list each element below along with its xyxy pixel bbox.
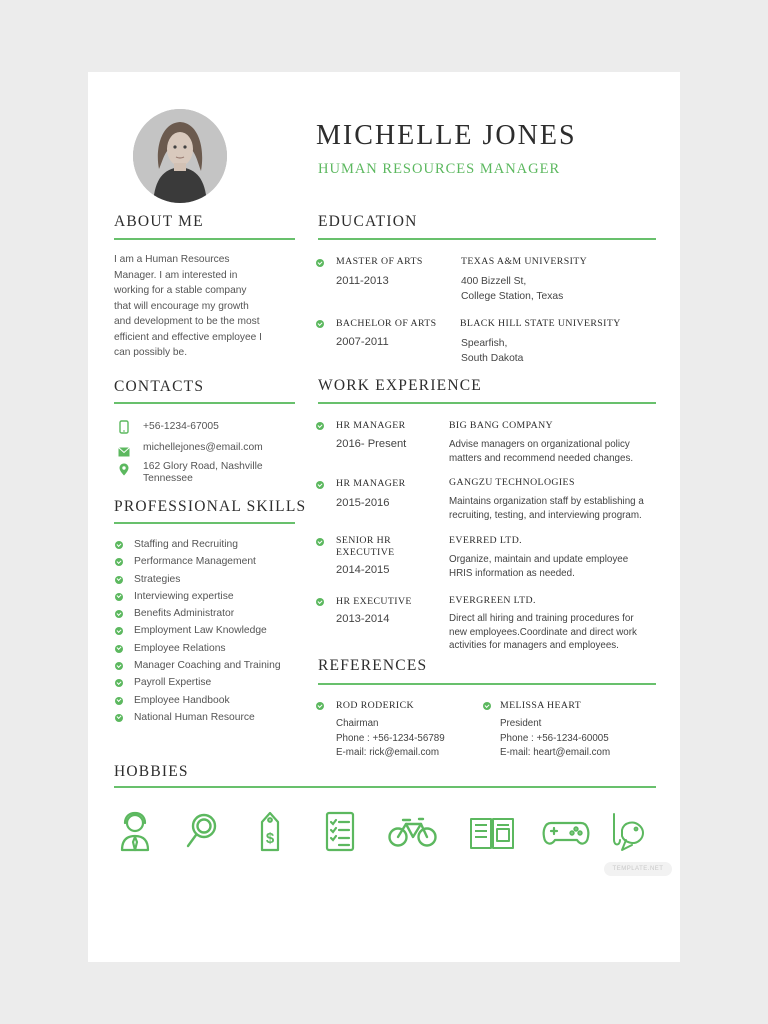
job-description (449, 438, 633, 465)
job-years: 2015-2016 (336, 497, 390, 509)
check-icon (115, 645, 123, 653)
book-icon (468, 810, 518, 854)
checklist-icon (318, 810, 368, 854)
gamepad-icon (541, 810, 591, 854)
list-item (114, 590, 304, 607)
desc-line: Organize, maintain and update employee (449, 554, 629, 565)
about-line: efficient and effective employee I (114, 331, 263, 343)
references-title: REFERENCES (318, 657, 428, 674)
check-icon (316, 538, 324, 546)
check-icon (316, 320, 324, 328)
work-rule (318, 402, 656, 404)
list-item (114, 538, 304, 555)
desc-line: recruiting, testing, and interviewing program. (449, 509, 642, 521)
reference-phone[interactable]: Phone : +56-1234-56789 (336, 732, 445, 744)
contact-phone[interactable]: +56-1234-67005 (143, 421, 219, 432)
job-company: BIG BANG COMPANY (449, 420, 554, 431)
reference-name: ROD RODERICK (336, 700, 415, 711)
hobbies-title: HOBBIES (114, 763, 189, 780)
job-description (449, 495, 644, 522)
about-title: ABOUT ME (114, 213, 204, 230)
job-title (336, 420, 406, 432)
check-icon (316, 481, 324, 489)
edu-school: TEXAS A&M UNIVERSITY (461, 256, 588, 267)
job-description (449, 612, 637, 653)
job-title-line: HR MANAGER (336, 420, 406, 431)
watermark-badge: TEMPLATE.NET (604, 862, 672, 876)
skill-label: Performance Management (134, 556, 256, 568)
education-title: EDUCATION (318, 213, 418, 230)
check-icon (115, 697, 123, 705)
check-icon (316, 702, 324, 710)
job-title (336, 596, 412, 608)
skill-label: Strategies (134, 573, 181, 585)
address-line: 400 Bizzell St, (461, 276, 527, 287)
person-headset-icon (112, 810, 162, 854)
job-years: 2014-2015 (336, 564, 390, 576)
skill-label: Interviewing expertise (134, 590, 234, 602)
about-line: and development to be the most (114, 316, 260, 327)
job-description (449, 553, 628, 580)
contacts-rule (114, 402, 295, 404)
about-line: Manager. I am interested in (114, 269, 238, 281)
about-rule (114, 238, 295, 240)
check-icon (115, 593, 123, 601)
list-item (114, 659, 304, 676)
skill-label: National Human Resource (134, 711, 255, 723)
reference-details (500, 717, 610, 761)
check-icon (115, 541, 123, 549)
job-title-line: EXECUTIVE (336, 547, 395, 558)
address-line: 162 Glory Road, Nashville (143, 461, 263, 472)
list-item (114, 607, 304, 624)
skill-label: Manager Coaching and Training (134, 660, 281, 672)
skill-label: Staffing and Recruiting (134, 539, 238, 550)
list-item (114, 642, 304, 659)
edu-address (461, 274, 563, 304)
about-line: can possibly be. (114, 347, 188, 358)
reference-email[interactable]: E-mail: rick@email.com (336, 747, 440, 758)
desc-line: new employees.Coordinate and direct work (449, 626, 637, 638)
check-icon (115, 662, 123, 670)
job-title-line: HR MANAGER (336, 478, 406, 489)
skill-label: Employee Handbook (134, 694, 230, 706)
check-icon (115, 610, 123, 618)
list-item (114, 676, 304, 693)
desc-line: Direct all hiring and training procedures for (449, 613, 634, 624)
magnifier-icon (181, 810, 231, 854)
edu-degree: MASTER OF ARTS (336, 256, 423, 267)
edu-address (461, 336, 523, 366)
address-line: Tennessee (143, 473, 193, 484)
reference-phone[interactable]: Phone : +56-1234-60005 (500, 732, 609, 744)
job-title-line: SENIOR HR (336, 535, 392, 546)
skills-list (114, 538, 304, 728)
bicycle-icon (388, 810, 438, 854)
desc-line: Advise managers on organizational policy (449, 439, 630, 450)
contact-email[interactable]: michellejones@email.com (143, 442, 263, 453)
location-pin-icon (119, 463, 129, 481)
job-company: GANGZU TECHNOLOGIES (449, 477, 575, 488)
desc-line: activities for managers and employees. (449, 640, 619, 651)
edu-degree: BACHELOR OF ARTS (336, 318, 437, 329)
contacts-title: CONTACTS (114, 378, 205, 395)
profile-photo (133, 109, 227, 203)
skill-label: Benefits Administrator (134, 608, 235, 620)
job-title (336, 535, 395, 559)
reference-position: President (500, 718, 542, 729)
about-line: I am a Human Resources (114, 254, 230, 265)
check-icon (115, 558, 123, 566)
skills-rule (114, 522, 295, 524)
job-company: EVERGREEN LTD. (449, 595, 536, 606)
references-rule (318, 683, 656, 685)
check-icon (115, 714, 123, 722)
desc-line: matters and recommend needed changes. (449, 452, 634, 464)
address-line: College Station, Texas (461, 291, 564, 302)
about-text (114, 252, 294, 361)
skill-label: Employee Relations (134, 642, 226, 654)
work-title: WORK EXPERIENCE (318, 377, 482, 394)
phone-icon (119, 420, 129, 439)
price-tag-icon (248, 810, 298, 854)
svg-text:$: $ (265, 830, 275, 847)
check-icon (483, 702, 491, 710)
about-line: working for a stable company (114, 285, 247, 296)
hobbies-rule (114, 786, 656, 788)
mail-icon (118, 444, 130, 462)
contact-address (143, 461, 293, 485)
reference-name: MELISSA HEART (500, 700, 582, 711)
skills-title: PROFESSIONAL SKILLS (114, 498, 307, 515)
edu-school: BLACK HILL STATE UNIVERSITY (460, 318, 621, 329)
candidate-name: MICHELLE JONES (316, 120, 577, 151)
check-icon (316, 598, 324, 606)
address-line: South Dakota (461, 353, 524, 364)
reference-details (336, 717, 445, 761)
address-line: Spearfish, (461, 338, 508, 349)
edu-years: 2007-2011 (336, 336, 389, 348)
job-years: 2016- Present (336, 438, 407, 450)
check-icon (115, 627, 123, 635)
candidate-role: HUMAN RESOURCES MANAGER (318, 161, 561, 177)
job-company: EVERRED LTD. (449, 535, 523, 546)
reference-position: Chairman (336, 718, 379, 729)
job-title (336, 478, 406, 490)
edu-years: 2011-2013 (336, 275, 389, 287)
fishing-icon (608, 810, 658, 854)
job-years: 2013-2014 (336, 613, 390, 625)
list-item (114, 624, 304, 641)
about-line: that will encourage my growth (114, 300, 249, 312)
check-icon (316, 422, 324, 430)
education-rule (318, 238, 656, 240)
list-item (114, 555, 304, 572)
check-icon (316, 259, 324, 267)
list-item (114, 711, 304, 728)
job-title-line: HR EXECUTIVE (336, 596, 412, 607)
list-item (114, 573, 304, 590)
desc-line: Maintains organization staff by establishing a (449, 496, 644, 507)
skill-label: Payroll Expertise (134, 677, 212, 689)
reference-email[interactable]: E-mail: heart@email.com (500, 747, 611, 758)
check-icon (115, 679, 123, 687)
skill-label: Employment Law Knowledge (134, 625, 267, 637)
check-icon (115, 576, 123, 584)
list-item (114, 694, 304, 711)
desc-line: HRIS information as needed. (449, 567, 575, 579)
